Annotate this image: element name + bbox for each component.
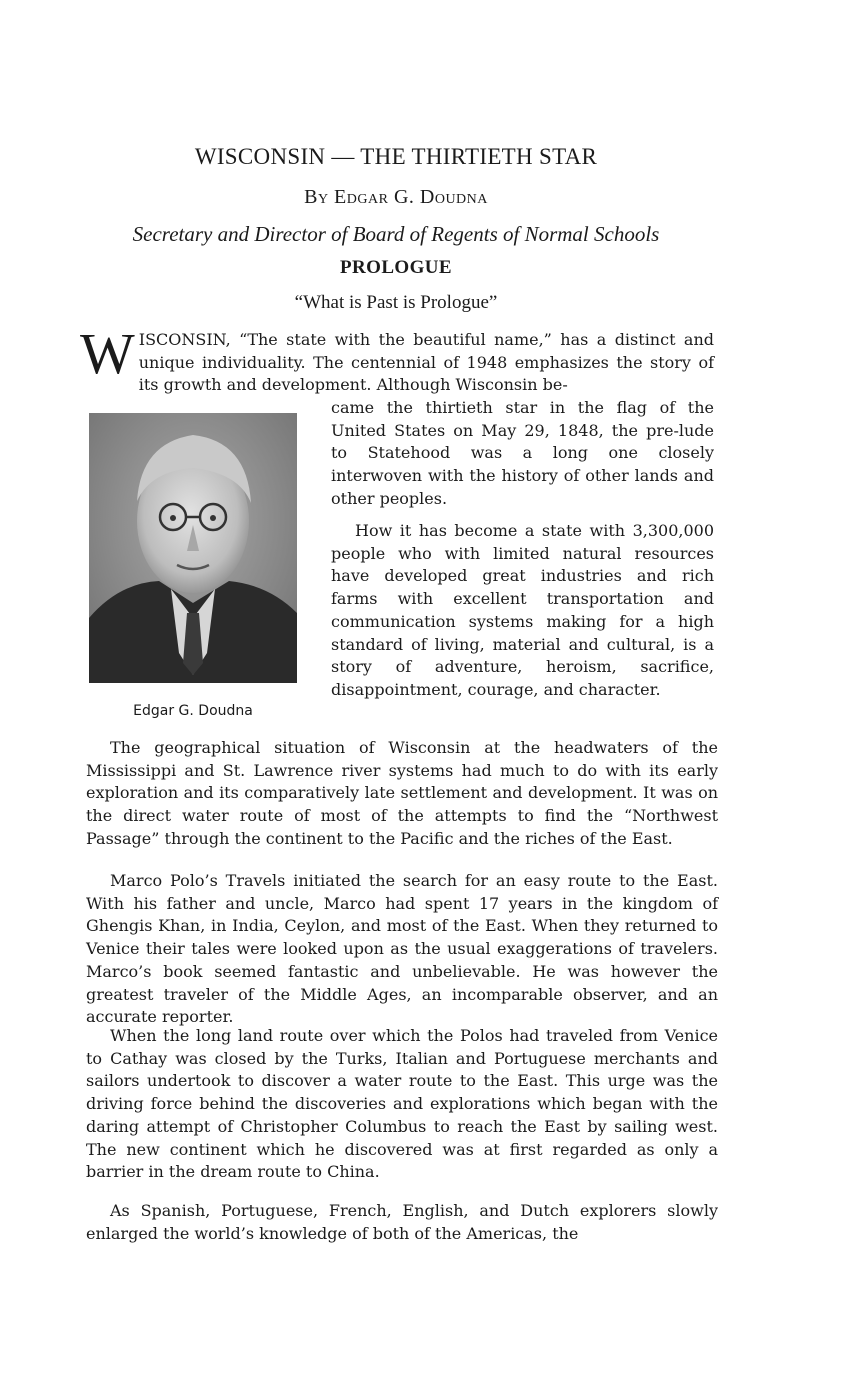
article-title: WISCONSIN — THE THIRTIETH STAR (194, 144, 598, 169)
paragraph-5: When the long land route over which the Polos had traveled from Venice to Cathay was closed by the Turks, Italian and Portuguese merchants and sailors undertook to discover a water route to the East. This urge was the driving force behind the discoveries and explorations which began with the daring attempt of Christopher Columbus to reach the East by sailing west. The new continent which he discovered was at first regarded as only a barrier in the dream route to China. (86, 1026, 718, 1182)
author-portrait-photo (89, 413, 297, 683)
paragraph-1-continued: came the thirtieth star in the flag of the United States on May 29, 1848, the pre-lude to Statehood was a long one closely interwoven with the history of other lands and other peoples. (331, 398, 714, 508)
paragraph-4: Marco Polo’s Travels initiated the search for an easy route to the East. With his father and uncle, Marco had spent 17 years in the kingdom of Ghengis Khan, in India, Ceylon, and most of the East. When they returned to Venice their tales were looked upon as the usual exaggerations of travelers. Marco’s book seemed fantastic and unbelievable. He was however the greatest traveler of the Middle Ages, an incomparable observer, and an accurate reporter. (86, 871, 718, 1027)
drop-cap: W (80, 321, 135, 386)
paragraph-3: The geographical situation of Wisconsin at the headwaters of the Mississippi and St. Lawrence river systems had much to do with its early exploration and its comparatively late settlement and development. It was on the direct water route of most of the attempts to find the “Northwest Passage” through the continent to the Pacific and the riches of the East. (86, 738, 718, 848)
epigraph: “What is Past is Prologue” (294, 292, 498, 313)
paragraph-1-lead: ISCONSIN, “The state with the beautiful name,” has a distinct and unique individuality. The centennial of 1948 emphasizes the story of its growth and development. Although Wisconsin be- (138, 330, 714, 395)
section-heading: PROLOGUE (340, 257, 452, 278)
author-byline: By Edgar G. Doudna (304, 186, 488, 208)
photo-caption: Edgar G. Doudna (133, 703, 253, 719)
portrait-photo-icon (89, 413, 297, 683)
author-affiliation: Secretary and Director of Board of Regents of Normal Schools (132, 222, 660, 246)
paragraph-1 (80, 321, 714, 397)
paragraph-2: How it has become a state with 3,300,000 people who with limited natural resources have developed great industries and rich farms with excellent transportation and communication systems making for a high standard of living, material and cultural, is a story of adventure, heroism, sacrifice, disappointment, courage, and character. (331, 521, 714, 699)
paragraph-6: As Spanish, Portuguese, French, English, and Dutch explorers slowly enlarged the world’s knowledge of both of the Americas, the (86, 1201, 718, 1243)
